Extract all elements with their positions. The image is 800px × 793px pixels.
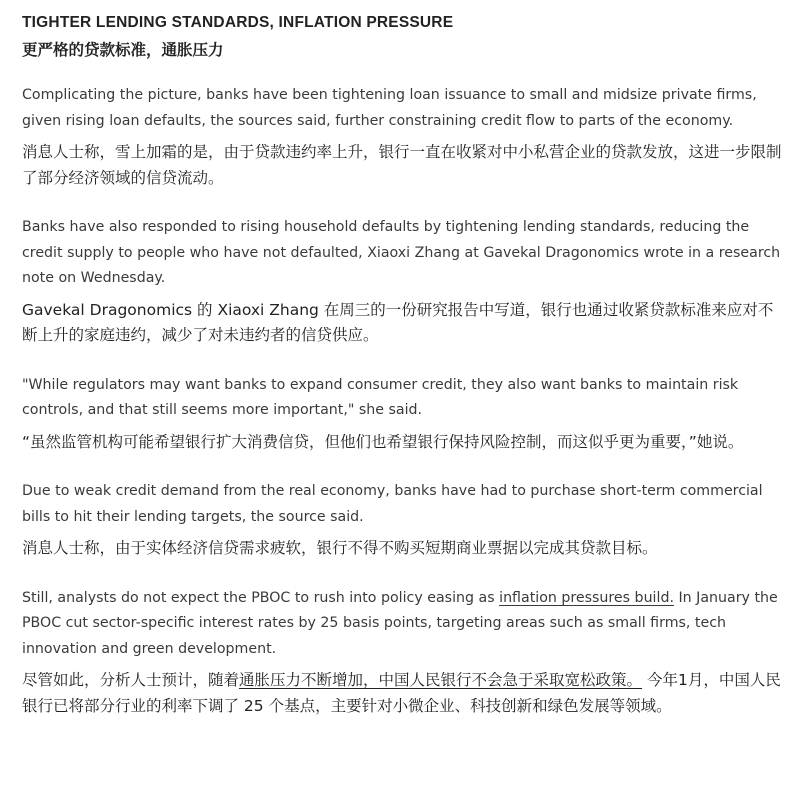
inflation-pressures-link-zh[interactable]: 通胀压力不断增加，中国人民银行不会急于采取宽松政策。	[239, 671, 643, 689]
inflation-pressures-link[interactable]: inflation pressures build.	[499, 589, 674, 606]
paragraph-4-en: Due to weak credit demand from the real economy, banks have had to purchase short-term commercial bills to hit their lending targets, the source said.	[22, 483, 763, 525]
paragraph-2	[22, 215, 782, 349]
paragraph-5-zh-text-before: 尽管如此，分析人士预计，随着	[22, 671, 240, 689]
paragraph-5-en-text-before: Still, analysts do not expect the PBOC to rush into policy easing as	[22, 589, 500, 606]
paragraph-1-zh: 消息人士称，雪上加霜的是，由于贷款违约率上升，银行一直在收紧对中小私营企业的贷款发放，这进一步限制了部分经济领域的信贷流动。	[22, 143, 782, 187]
paragraph-3-en: "While regulators may want banks to expand consumer credit, they also want banks to maintain risk controls, and that still seems more important," she said.	[22, 376, 739, 418]
paragraph-5-en	[22, 586, 782, 663]
paragraph-5-zh	[22, 668, 782, 719]
paragraph-5-en-text-after: In January the PBOC cut sector-specific interest rates by 25 basis points, targeting areas such as small firms, tech innovation and green development.	[22, 589, 778, 657]
paragraph-4	[22, 479, 782, 562]
section-heading-zh: 更严格的贷款标准，通胀压力	[22, 41, 224, 59]
paragraph-4-zh: 消息人士称，由于实体经济信贷需求疲软，银行不得不购买短期商业票据以完成其贷款目标。	[22, 539, 658, 557]
paragraph-2-en: Banks have also responded to rising household defaults by tightening lending standards, reducing the credit supply to people who have not defaulted, Xiaoxi Zhang at Gavekal Dragonomics wrote in a research note on Wednesday.	[22, 219, 781, 286]
article	[22, 10, 782, 719]
paragraph-3-zh: “虽然监管机构可能希望银行扩大消费信贷，但他们也希望银行保持风险控制，而这似乎更为重要，”她说。	[22, 432, 744, 451]
paragraph-1-en: Complicating the picture, banks have been tightening loan issuance to small and midsize private firms, given rising loan defaults, the sources said, further constraining credit flow to parts of the economy.	[22, 87, 757, 129]
paragraph-1	[22, 83, 782, 191]
section-heading-en: TIGHTER LENDING STANDARDS, INFLATION PRESSURE	[22, 14, 454, 31]
paragraph-5	[22, 586, 782, 720]
paragraph-2-zh: Gavekal Dragonomics 的 Xiaoxi Zhang 在周三的一份研究报告中写道，银行也通过收紧贷款标准来应对不断上升的家庭违约，减少了对未违约者的信贷供应。	[22, 300, 774, 344]
paragraph-3	[22, 373, 782, 456]
paragraph-5-zh-text-after: 今年1月，中国人民银行已将部分行业的利率下调了 25 个基点，主要针对小微企业、科技创新和绿色发展等领域。	[22, 671, 781, 715]
